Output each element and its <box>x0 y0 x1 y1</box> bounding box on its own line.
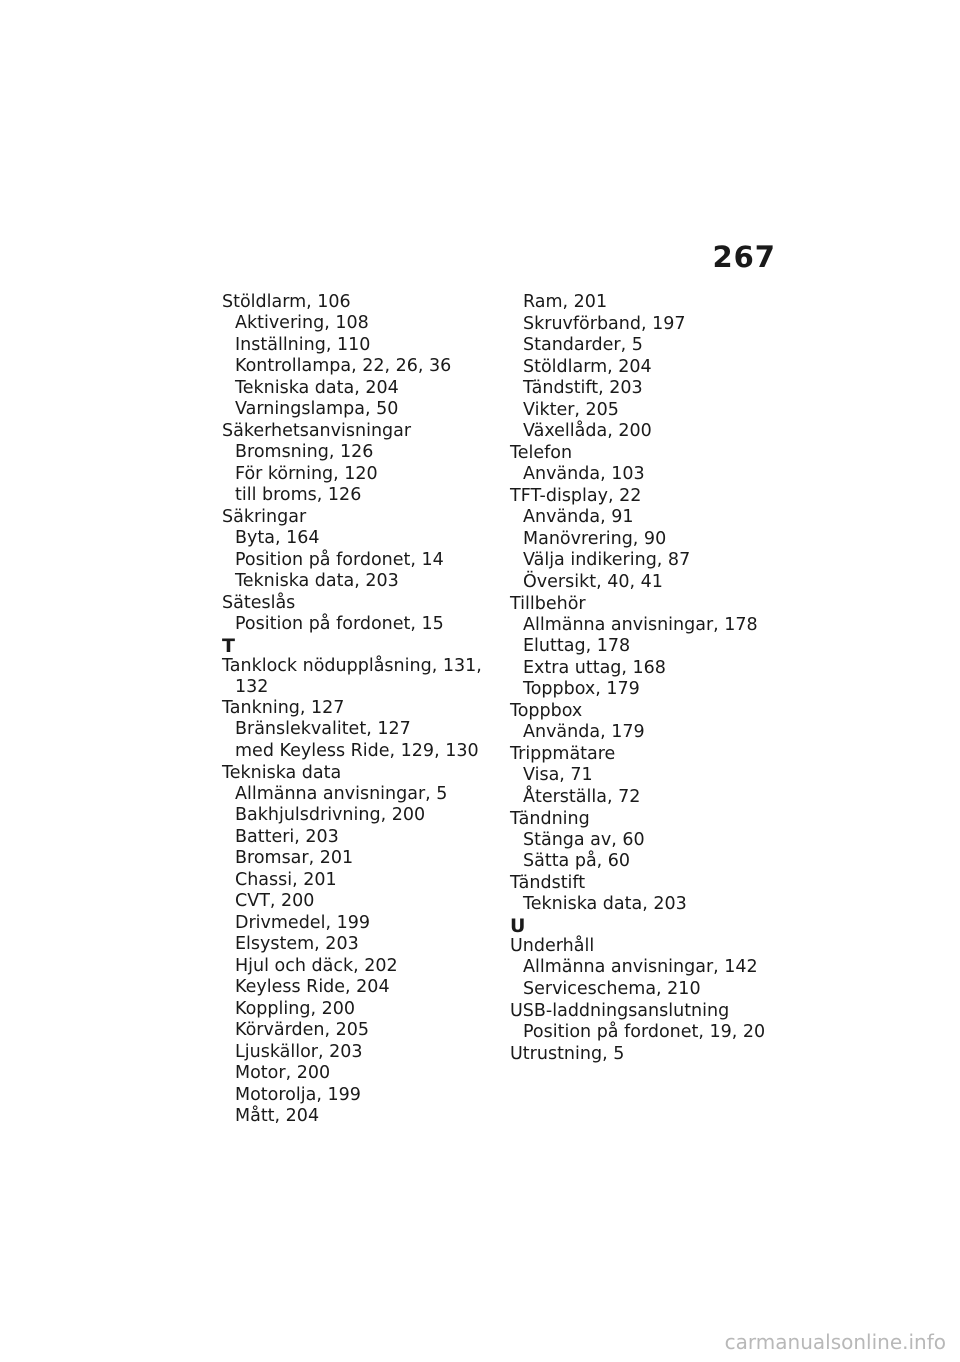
index-section-letter: T <box>222 635 235 657</box>
index-subentry: Batteri, 203 <box>235 826 339 847</box>
index-entry-continuation: 132 <box>235 677 269 697</box>
index-subentry: CVT, 200 <box>235 891 315 911</box>
index-entry: USB-laddningsanslutning <box>510 1000 730 1021</box>
index-subentry: Skruvförband, 197 <box>523 313 686 334</box>
index-subentry: Extra uttag, 168 <box>523 657 666 678</box>
index-subentry: Byta, 164 <box>235 528 320 548</box>
index-entry: Stöldlarm, 106 <box>222 292 351 312</box>
index-entry: Underhåll <box>510 936 595 956</box>
index-subentry: Bromsar, 201 <box>235 848 354 868</box>
index-subentry: Eluttag, 178 <box>523 636 631 656</box>
index-subentry: Standarder, 5 <box>523 335 643 355</box>
index-subentry: Drivmedel, 199 <box>235 912 370 933</box>
index-subentry: Visa, 71 <box>523 765 593 785</box>
index-subentry: Vikter, 205 <box>523 399 619 420</box>
index-entry: Tillbehör <box>510 593 586 614</box>
index-subentry: Tekniska data, 203 <box>235 571 399 591</box>
index-subentry: Mått, 204 <box>235 1106 320 1126</box>
index-subentry: Chassi, 201 <box>235 869 337 890</box>
index-subentry: Växellåda, 200 <box>523 421 652 441</box>
index-subentry: Återställa, 72 <box>523 786 641 807</box>
index-entry: Utrustning, 5 <box>510 1043 625 1064</box>
index-entry: TFT-display, 22 <box>510 486 642 506</box>
index-entry: Säkringar <box>222 507 307 527</box>
index-entry: Tekniska data <box>222 762 342 783</box>
index-entry: Trippmätare <box>510 744 616 764</box>
index-subentry: Position på fordonet, 19, 20 <box>523 1021 766 1042</box>
index-subentry: Kontrollampa, 22, 26, 36 <box>235 356 452 376</box>
index-subentry: Position på fordonet, 15 <box>235 614 444 634</box>
index-subentry: Koppling, 200 <box>235 998 355 1019</box>
index-entry: Tanklock nödupplåsning, 131, <box>222 656 482 676</box>
index-subentry: Inställning, 110 <box>235 334 371 355</box>
index-subentry: Ljuskällor, 203 <box>235 1041 363 1062</box>
index-entry: Tändstift <box>510 873 586 893</box>
index-subentry: Använda, 103 <box>523 464 645 484</box>
index-subentry: Välja indikering, 87 <box>523 550 691 570</box>
index-subentry: Allmänna anvisningar, 142 <box>523 957 758 977</box>
index-subentry: Tändstift, 203 <box>523 378 643 398</box>
index-subentry: Keyless Ride, 204 <box>235 977 390 997</box>
index-subentry: Översikt, 40, 41 <box>523 571 663 592</box>
index-subentry: Använda, 91 <box>523 507 634 527</box>
index-entry: Telefon <box>510 443 573 463</box>
index-subentry: Körvärden, 205 <box>235 1020 369 1040</box>
index-entry: Tändning <box>510 808 590 829</box>
page-number: 267 <box>712 240 776 274</box>
index-subentry: För körning, 120 <box>235 463 378 484</box>
index-subentry: Aktivering, 108 <box>235 313 369 333</box>
index-subentry: Elsystem, 203 <box>235 934 359 954</box>
index-subentry: Serviceschema, 210 <box>523 978 701 999</box>
index-subentry: Hjul och däck, 202 <box>235 955 398 976</box>
index-entry: Säkerhetsanvisningar <box>222 421 412 441</box>
index-subentry: Sätta på, 60 <box>523 851 631 871</box>
index-subentry: Motorolja, 199 <box>235 1084 361 1105</box>
index-subentry: Ram, 201 <box>523 292 608 312</box>
index-entry: Toppbox <box>510 701 583 721</box>
index-subentry: Position på fordonet, 14 <box>235 549 444 570</box>
index-subentry: Toppbox, 179 <box>523 679 640 699</box>
index-subentry: Manövrering, 90 <box>523 528 667 549</box>
index-subentry: Varningslampa, 50 <box>235 399 399 419</box>
index-column-left <box>222 292 502 1128</box>
index-subentry: Allmänna anvisningar, 5 <box>235 783 448 804</box>
index-subentry: Stöldlarm, 204 <box>523 356 652 377</box>
index-entry: Tankning, 127 <box>222 698 345 718</box>
index-subentry: Motor, 200 <box>235 1063 331 1083</box>
index-subentry: Stänga av, 60 <box>523 829 645 850</box>
index-subentry: Allmänna anvisningar, 178 <box>523 614 758 635</box>
index-subentry: till broms, 126 <box>235 485 362 505</box>
index-subentry: Bakhjulsdrivning, 200 <box>235 805 426 825</box>
index-subentry: Tekniska data, 203 <box>523 894 687 914</box>
index-column-right <box>510 292 790 1065</box>
watermark-text: carmanualsonline.info <box>724 1330 946 1354</box>
index-subentry: Bränslekvalitet, 127 <box>235 719 411 739</box>
index-entry: Säteslås <box>222 593 296 613</box>
index-section-letter: U <box>510 915 526 937</box>
index-subentry: med Keyless Ride, 129, 130 <box>235 740 479 761</box>
index-subentry: Använda, 179 <box>523 722 645 742</box>
index-subentry: Bromsning, 126 <box>235 442 374 462</box>
index-subentry: Tekniska data, 204 <box>235 377 399 398</box>
